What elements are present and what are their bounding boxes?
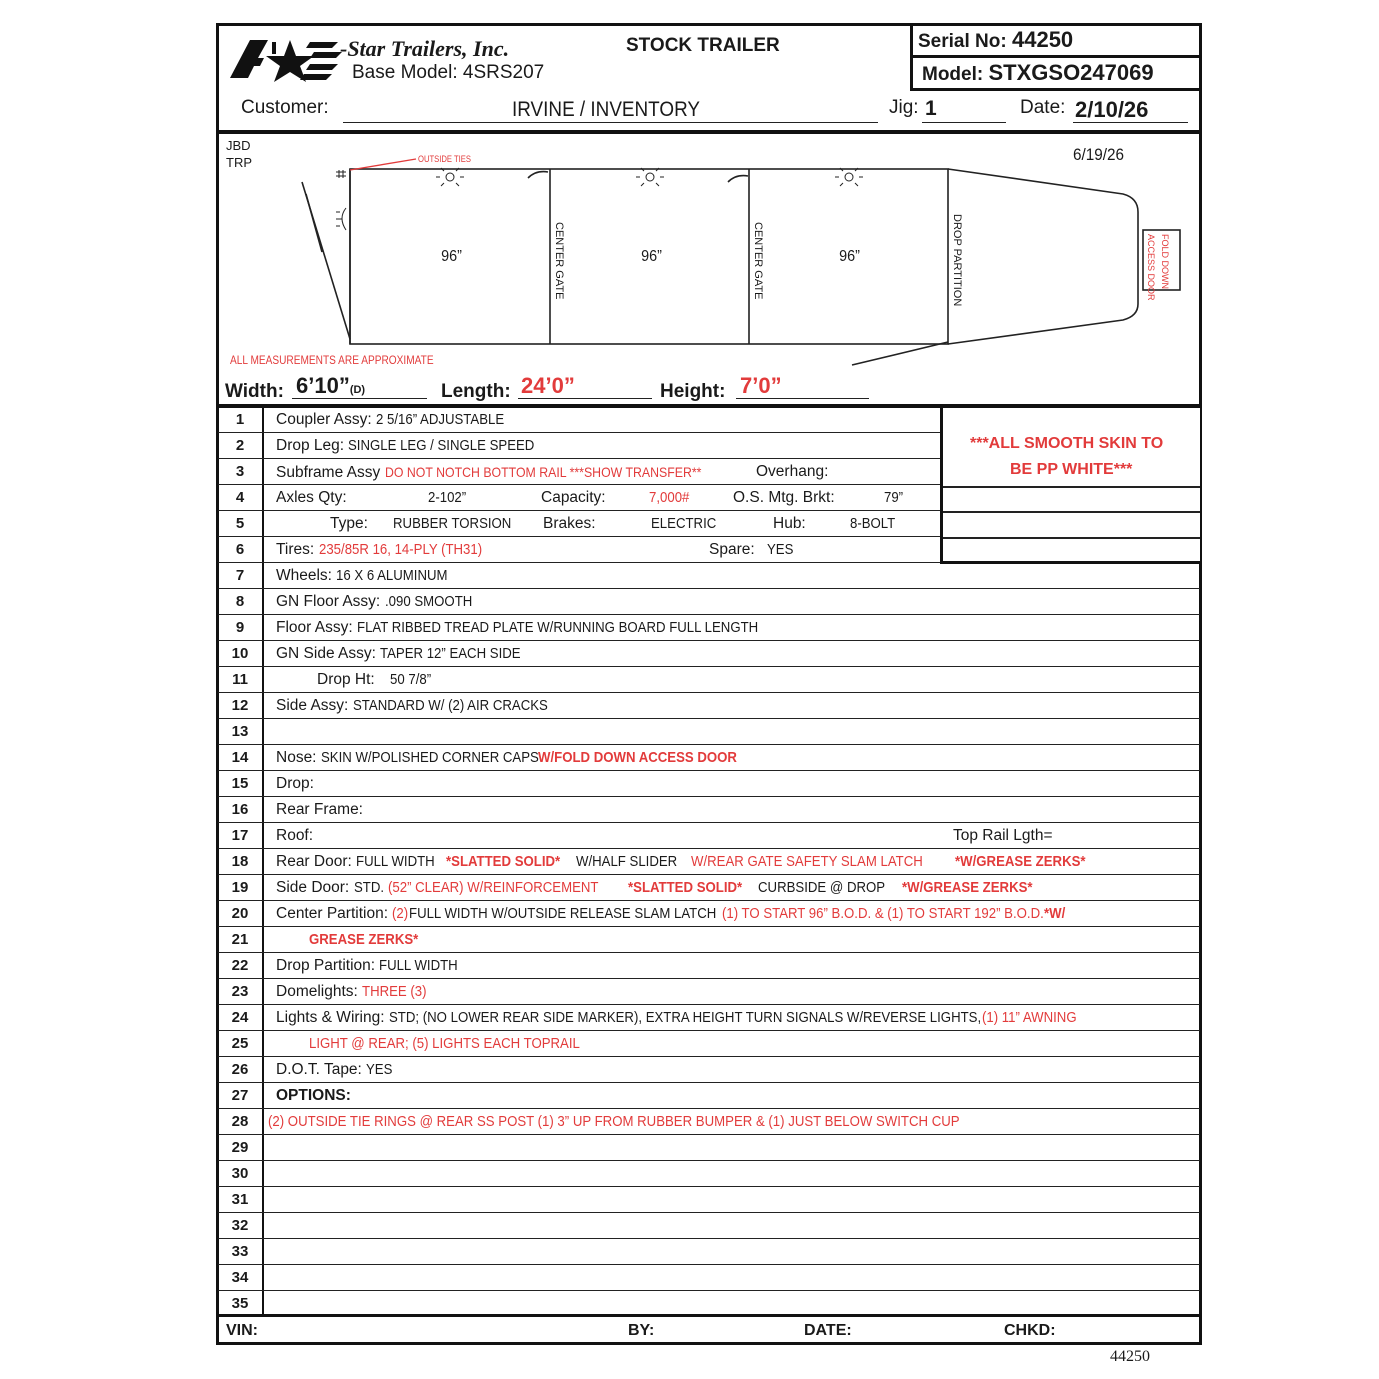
section-2-length: 96” <box>641 248 662 265</box>
row-value: LIGHT @ REAR; (5) LIGHTS EACH TOPRAIL <box>309 1035 580 1052</box>
table-row <box>218 797 1200 823</box>
fold-down-label-2: ACCESS DOOR <box>1146 234 1156 301</box>
row-number: 20 <box>218 901 264 926</box>
row-number: 22 <box>218 953 264 978</box>
row-label: Drop Ht: <box>317 671 375 688</box>
row-label: OPTIONS: <box>276 1087 351 1104</box>
row-value-part: W/HALF SLIDER <box>575 853 678 870</box>
table-row <box>218 589 1200 615</box>
overhang-label: Overhang: <box>756 463 829 480</box>
signoff-footer <box>218 1314 1200 1346</box>
table-row <box>218 875 1200 901</box>
table-row <box>218 823 1200 849</box>
row-value-part: *SLATTED SOLID* <box>627 879 742 896</box>
row-content <box>276 901 1068 927</box>
company-name: -Star Trailers, Inc. <box>340 36 510 61</box>
length-value: 24’0” <box>521 373 575 398</box>
table-row <box>218 1187 1200 1213</box>
row-value-part: (52” CLEAR) W/REINFORCEMENT <box>388 879 599 896</box>
row-number: 29 <box>218 1135 264 1160</box>
row-label: Floor Assy: <box>276 619 353 636</box>
row-label: D.O.T. Tape: <box>276 1061 362 1078</box>
height-value: 7’0” <box>740 373 782 398</box>
row-number: 35 <box>218 1291 264 1317</box>
row-number: 11 <box>218 667 264 692</box>
row-number: 33 <box>218 1239 264 1264</box>
fold-down-label-1: FOLD DOWN <box>1160 234 1170 289</box>
tie-ring-icons <box>336 170 346 178</box>
row-number: 5 <box>218 511 264 536</box>
row-value-part: (1) TO START 96” B.O.D. & (1) TO START 192” B.O.D. <box>721 905 1044 922</box>
page-serial: 44250 <box>1110 1348 1150 1365</box>
table-row <box>218 979 1200 1005</box>
row-number: 14 <box>218 745 264 770</box>
base-model-label: Base Model: <box>352 62 458 83</box>
doc-type-title: STOCK TRAILER <box>626 35 780 56</box>
row-content <box>276 953 469 979</box>
row-content <box>276 589 484 615</box>
table-row <box>218 745 1200 771</box>
row-value-part: *W/GREASE ZERKS* <box>902 879 1033 896</box>
table-row <box>218 667 1200 693</box>
revision-date: 6/19/26 <box>1073 145 1125 164</box>
row-value: DO NOT NOTCH BOTTOM RAIL ***SHOW TRANSFER** <box>384 464 702 480</box>
row-content <box>276 1005 1089 1031</box>
row-label: Wheels: <box>276 567 332 584</box>
row-content <box>276 979 436 1005</box>
date-label: Date: <box>1020 97 1066 118</box>
capacity-label: Capacity: <box>541 489 606 506</box>
nose-option: W/FOLD DOWN ACCESS DOOR <box>538 749 738 766</box>
row-label: Type: <box>330 515 368 532</box>
row-number: 1 <box>218 407 264 432</box>
row-value-part: W/REAR GATE SAFETY SLAM LATCH <box>691 853 924 870</box>
footer-date-label: DATE: <box>804 1322 852 1339</box>
row-number: 23 <box>218 979 264 1004</box>
row-value: GREASE ZERKS* <box>309 931 419 948</box>
axle-qty-value: 2-102” <box>428 489 467 506</box>
table-row <box>218 1083 1200 1109</box>
brakes-value: ELECTRIC <box>651 515 717 532</box>
approximate-note: ALL MEASUREMENTS ARE APPROXIMATE <box>230 355 434 367</box>
table-row <box>218 1213 1200 1239</box>
model-value: STXGSO247069 <box>988 60 1154 85</box>
company-logo <box>228 36 346 82</box>
row-number: 13 <box>218 719 264 744</box>
row-value-part: FULL WIDTH W/OUTSIDE RELEASE SLAM LATCH <box>408 905 716 922</box>
row-content <box>276 641 540 667</box>
row-content <box>276 433 560 459</box>
row-label: Center Partition: <box>276 905 388 922</box>
row-value-part: *W/ <box>1043 905 1065 922</box>
width-number: 6’10” <box>296 373 350 398</box>
row-content <box>276 407 522 433</box>
row-label: Domelights: <box>276 983 358 1000</box>
row-label: GN Floor Assy: <box>276 593 381 610</box>
row-label: Drop Partition: <box>276 957 376 974</box>
row-number: 24 <box>218 1005 264 1030</box>
serial-value: 44250 <box>1011 27 1074 52</box>
row-label: Side Assy: <box>276 697 349 714</box>
row-content <box>276 563 463 589</box>
base-model <box>352 62 544 84</box>
row-number: 28 <box>218 1109 264 1134</box>
outside-ties-label: OUTSIDE TIES <box>418 154 472 164</box>
base-model-value: 4SRS207 <box>462 62 545 83</box>
length-label: Length: <box>441 381 511 402</box>
note-line-2: BE PP WHITE*** <box>1010 461 1133 478</box>
chkd-label: CHKD: <box>1004 1322 1056 1339</box>
drop-partition-label: DROP PARTITION <box>951 214 963 307</box>
os-mtg-brkt-value: 79” <box>884 489 904 506</box>
row-number: 31 <box>218 1187 264 1212</box>
row-value: SKIN W/POLISHED CORNER CAPS <box>320 749 539 766</box>
note-rule-2 <box>943 511 1200 513</box>
row-value: THREE (3) <box>362 983 427 1000</box>
serial-label: Serial No: <box>918 31 1007 52</box>
row-number: 30 <box>218 1161 264 1186</box>
note-line-1: ***ALL SMOOTH SKIN TO <box>970 435 1164 452</box>
jig-value: 1 <box>925 97 937 120</box>
row-content <box>276 823 1053 849</box>
row-number: 10 <box>218 641 264 666</box>
brakes-label: Brakes: <box>543 515 596 532</box>
spare-label: Spare: <box>709 541 755 558</box>
capacity-value: 7,000# <box>649 489 690 506</box>
table-row <box>218 1005 1200 1031</box>
table-row <box>218 849 1200 875</box>
row-number: 7 <box>218 563 264 588</box>
customer-label: Customer: <box>241 97 329 118</box>
row-value: 2 5/16” ADJUSTABLE <box>375 411 505 428</box>
row-content <box>276 849 1099 875</box>
row-label: Rear Door: <box>276 853 352 870</box>
row-value-part: STD. <box>353 879 384 896</box>
row-label: Tires: <box>276 541 315 558</box>
table-row <box>218 771 1200 797</box>
center-gate-label-2: CENTER GATE <box>752 222 764 300</box>
width-label: Width: <box>225 381 284 402</box>
row-content <box>276 771 318 797</box>
domelight-icons <box>336 168 863 230</box>
row-number: 32 <box>218 1213 264 1238</box>
row-label: Subframe Assy <box>276 464 381 481</box>
row-value: (2) OUTSIDE TIE RINGS @ REAR SS POST (1) 3” UP FROM RUBBER BUMPER & (1) JUST BELOW SWITCH CUP <box>268 1113 960 1130</box>
row-value-part: (1) 11” AWNING <box>981 1009 1077 1026</box>
section-1-length: 96” <box>441 248 462 265</box>
note-rule-1 <box>943 486 1200 488</box>
table-row <box>218 719 1200 745</box>
row-content <box>276 485 904 511</box>
row-number: 9 <box>218 615 264 640</box>
initials-2: TRP <box>226 155 252 170</box>
os-mtg-brkt-label: O.S. Mtg. Brkt: <box>733 489 835 506</box>
row-content <box>276 1057 396 1083</box>
row-number: 6 <box>218 537 264 562</box>
vin-label: VIN: <box>226 1322 258 1339</box>
row-number: 8 <box>218 589 264 614</box>
initials-1: JBD <box>226 138 251 153</box>
row-label: Side Door: <box>276 879 350 896</box>
row-value: STANDARD W/ (2) AIR CRACKS <box>352 697 548 714</box>
row-number: 15 <box>218 771 264 796</box>
table-row <box>218 1135 1200 1161</box>
width-value <box>296 373 365 399</box>
row-content <box>276 797 367 823</box>
row-number: 18 <box>218 849 264 874</box>
row-content <box>276 875 1047 901</box>
row-value-part: *SLATTED SOLID* <box>445 853 561 870</box>
row-value: .090 SMOOTH <box>384 593 472 610</box>
row-value: 235/85R 16, 14-PLY (TH31) <box>318 541 482 558</box>
row-content <box>268 1109 1054 1135</box>
row-number: 3 <box>218 459 264 484</box>
row-number: 19 <box>218 875 264 900</box>
jig-label: Jig: <box>889 97 919 118</box>
row-number: 12 <box>218 693 264 718</box>
table-row <box>218 1057 1200 1083</box>
row-label: Drop Leg: <box>276 437 345 454</box>
row-value-part: (2) <box>392 905 409 922</box>
by-label: BY: <box>628 1322 655 1339</box>
top-rail-length-label: Top Rail Lgth= <box>953 827 1053 844</box>
table-row <box>218 693 1200 719</box>
table-row <box>218 953 1200 979</box>
date-value: 2/10/26 <box>1075 97 1149 122</box>
table-row <box>218 901 1200 927</box>
row-value: FULL WIDTH <box>379 957 459 974</box>
row-value-part: FULL WIDTH <box>356 853 435 870</box>
customer-value: IRVINE / INVENTORY <box>512 98 701 121</box>
table-row <box>218 927 1200 953</box>
model-label: Model: <box>922 64 984 85</box>
axle-type-value: RUBBER TORSION <box>393 515 512 532</box>
row-value: 16 X 6 ALUMINUM <box>336 567 448 584</box>
row-label: Rear Frame: <box>276 801 363 818</box>
row-value: YES <box>366 1061 393 1078</box>
four-star-logo-icon <box>228 36 346 82</box>
row-number: 4 <box>218 485 264 510</box>
row-content <box>276 1083 351 1109</box>
table-row <box>218 563 1200 589</box>
row-label: Drop: <box>276 775 314 792</box>
row-value-part: STD; (NO LOWER REAR SIDE MARKER), EXTRA HEIGHT TURN SIGNALS W/REVERSE LIGHTS, <box>388 1009 982 1026</box>
row-number: 25 <box>218 1031 264 1056</box>
row-content <box>276 693 574 719</box>
row-content <box>276 459 829 485</box>
model-number <box>922 60 1154 86</box>
row-label: Lights & Wiring: <box>276 1009 385 1026</box>
table-row <box>218 1109 1200 1135</box>
row-label: GN Side Assy: <box>276 645 376 662</box>
table-row <box>218 1265 1200 1291</box>
row-number: 16 <box>218 797 264 822</box>
table-row <box>218 1161 1200 1187</box>
row-number: 21 <box>218 927 264 952</box>
center-gate-label-1: CENTER GATE <box>553 222 565 300</box>
row-content <box>276 615 813 641</box>
table-row <box>218 1031 1200 1057</box>
hub-value: 8-BOLT <box>850 515 896 532</box>
row-label: Roof: <box>276 827 314 844</box>
row-number: 27 <box>218 1083 264 1108</box>
row-number: 17 <box>218 823 264 848</box>
row-label: Nose: <box>276 749 317 766</box>
row-content <box>276 745 764 771</box>
trailer-diagram <box>218 134 1200 374</box>
width-suffix: (D) <box>349 384 366 396</box>
row-value: SINGLE LEG / SINGLE SPEED <box>348 437 535 454</box>
table-row <box>218 641 1200 667</box>
row-label: Coupler Assy: <box>276 411 372 428</box>
serial-number <box>918 27 1073 53</box>
row-number: 26 <box>218 1057 264 1082</box>
row-number: 34 <box>218 1265 264 1290</box>
note-rule-3 <box>943 537 1200 539</box>
section-3-length: 96” <box>839 248 860 265</box>
row-number: 2 <box>218 433 264 458</box>
row-value: TAPER 12” EACH SIDE <box>380 645 521 662</box>
table-row <box>218 615 1200 641</box>
table-row <box>218 1239 1200 1265</box>
row-value-part: CURBSIDE @ DROP <box>757 879 885 896</box>
row-value: 50 7/8” <box>390 671 432 688</box>
row-content <box>276 537 794 563</box>
height-label: Height: <box>660 381 726 402</box>
row-value-part: *W/GREASE ZERKS* <box>954 853 1086 870</box>
row-value: FLAT RIBBED TREAD PLATE W/RUNNING BOARD FULL LENGTH <box>356 619 759 636</box>
hub-label: Hub: <box>773 515 806 532</box>
serial-divider <box>910 55 1200 58</box>
row-label: Axles Qty: <box>276 489 347 506</box>
spare-value: YES <box>767 541 794 558</box>
